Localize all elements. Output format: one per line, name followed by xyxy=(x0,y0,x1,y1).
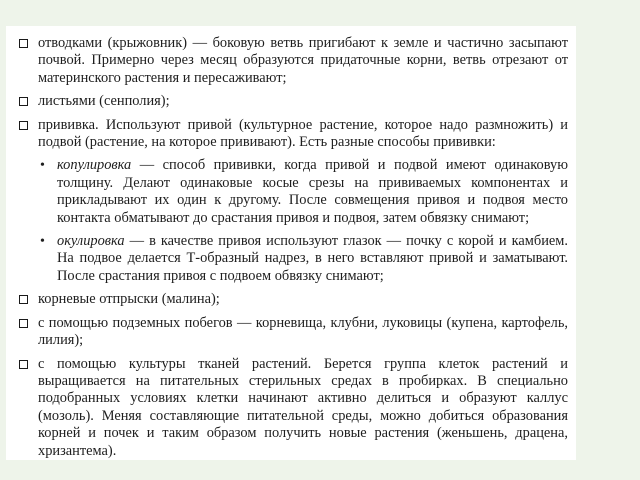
list-item-leaves xyxy=(19,93,568,110)
list-item-root-suckers xyxy=(19,291,568,308)
list-item-layering xyxy=(19,35,568,87)
list-item-underground-shoots xyxy=(19,315,568,350)
list-item-grafting xyxy=(19,117,568,152)
round-bullet-icon: • xyxy=(40,234,45,250)
checkbox-bullet-icon xyxy=(19,360,28,369)
sublist-item-text: — в качестве привоя используют глазок — почку с корой и камбием. На подвое делается Т-образный надрез, в него вставляют привой и заматывают. После срастания привоя с подвоем обвязку снимают; xyxy=(57,233,568,284)
checkbox-bullet-icon xyxy=(19,295,28,304)
sublist-item-copulation xyxy=(19,157,568,227)
checkbox-bullet-icon xyxy=(19,39,28,48)
term-budding: окулировка xyxy=(57,233,125,250)
sublist-item-text: — способ прививки, когда привой и подвой имеют одинаковую толщину. Делают одинаковые косые срезы на прививаемых компонентах и прикладывают их один к другому. После совмещения привоя и подвоя место контакта обматывают до срастания привоя и подвоя, затем обвязку снимают; xyxy=(57,157,568,226)
list-item-text: листьями (сенполия); xyxy=(38,93,170,110)
checkbox-bullet-icon xyxy=(19,121,28,130)
list-item-text: отводками (крыжовник) — боковую ветвь пригибают к земле и частично засыпают почвой. Примерно через месяц образуются придаточные корни, ветвь отрезают от материнского растения и пересаживают; xyxy=(38,35,568,86)
list-item-text: корневые отпрыски (малина); xyxy=(38,291,220,308)
term-copulation: копулировка xyxy=(57,157,132,174)
list-item-tissue-culture xyxy=(19,356,568,460)
document-text xyxy=(19,35,568,460)
checkbox-bullet-icon xyxy=(19,97,28,106)
checkbox-bullet-icon xyxy=(19,319,28,328)
sublist-item-budding xyxy=(19,233,568,285)
scanned-page xyxy=(6,26,576,460)
round-bullet-icon: • xyxy=(40,158,45,174)
list-item-text: с помощью культуры тканей растений. Берется группа клеток растений и выращивается на питательных стерильных средах в пробирках. В специально подобранных условиях клетки начинают активно делиться и образуют каллус (мозоль). Меняя составляющие питательной среды, можно добиться образования корней и почек и таким образом получить новые растения (женьшень, драцена, хризантема). xyxy=(38,355,568,459)
list-item-text: прививка. Используют привой (культурное растение, которое надо размножить) и подвой (растение, на которое прививают). Есть разные способы прививки: xyxy=(38,116,568,151)
list-item-text: с помощью подземных побегов — корневища, клубни, луковицы (купена, картофель, лилия); xyxy=(38,314,568,349)
